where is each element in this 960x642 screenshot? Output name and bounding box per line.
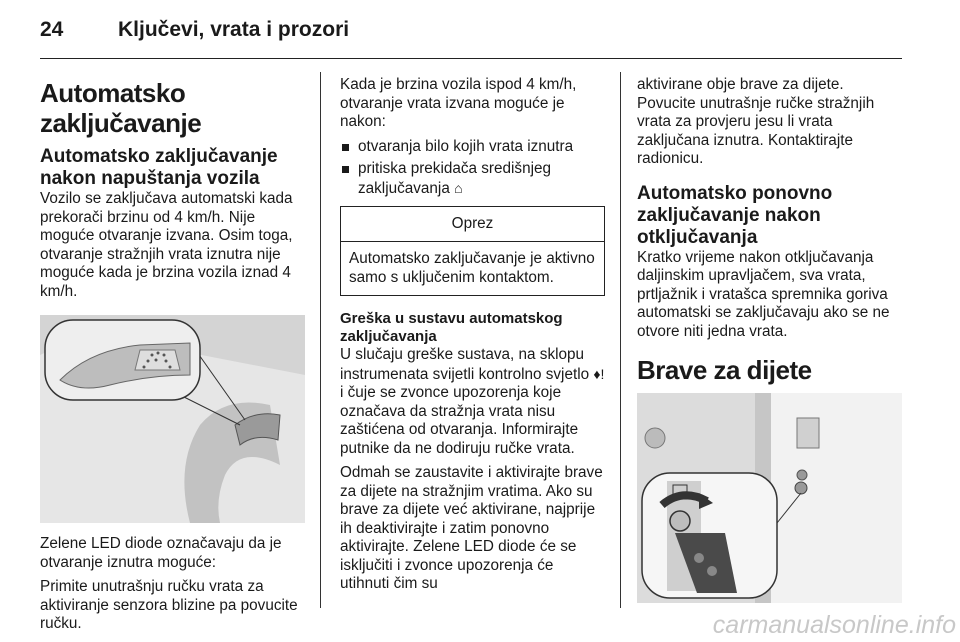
section-heading: Automatsko zaključavanje bbox=[40, 78, 202, 138]
paragraph: Primite unutrašnju ručku vrata za aktiviranje senzora blizine pa povucite ručku. bbox=[40, 578, 298, 632]
warning-lamp-icon: ♦! bbox=[593, 365, 605, 382]
paragraph-text: i čuje se zvonce upozorenja koje označava da stražnja vrata nisu zaštićena od otvaranja. Informirajte putnike da ne dodiruju ručke vrata. bbox=[340, 384, 579, 457]
column-1 bbox=[40, 72, 305, 640]
caution-text: Automatsko zaključavanje je aktivno samo s uključenim kontaktom. bbox=[349, 250, 595, 286]
paragraph: Zelene LED diode označavaju da je otvaranje iznutra moguće: bbox=[40, 535, 282, 571]
list-item bbox=[340, 160, 605, 198]
paragraph: Kada je brzina vozila ispod 4 km/h, otvaranje vrata izvana moguće je nakon: bbox=[340, 76, 577, 130]
paragraph: Odmah se zaustavite i aktivirajte brave za dijete na stražnjim vratima. Ako su brave za dijete već aktivirane, najprije ih deaktivirajte i zatim ponovno aktivirajte. Zelene LED diode će se isključiti i zvonce upozorenja će utihnuti čim su bbox=[340, 464, 603, 592]
paragraph-text: U slučaju greške sustava, na sklopu instrumenata svijetli kontrolno svjetlo bbox=[340, 346, 590, 383]
column-3 bbox=[637, 72, 902, 603]
door-handle-illustration bbox=[40, 315, 305, 523]
page-number: 24 bbox=[40, 18, 64, 41]
subsection-heading: Greška u sustavu automatskog zaključavanja bbox=[340, 310, 563, 345]
caution-box bbox=[340, 206, 605, 296]
caution-title: Oprez bbox=[341, 207, 604, 242]
paragraph bbox=[340, 346, 605, 458]
paragraph: Kratko vrijeme nakon otključavanja daljinskim upravljačem, sva vrata, prtljažnik i vratašca spremnika goriva automatski se zaključavaju ako se ne otvore niti jedna vrata. bbox=[637, 248, 890, 340]
paragraph: aktivirane obje brave za dijete. Povucite unutrašnje ručke stražnjih vrata za provjeru jesu li vrata zaključana iznutra. Kontaktirajte radionicu. bbox=[637, 76, 875, 167]
list-item-text: pritiska prekidača središnjeg zaključavanja bbox=[358, 160, 552, 197]
watermark: carmanualsonline.info bbox=[712, 611, 956, 639]
column-divider bbox=[320, 72, 321, 608]
condition-list bbox=[340, 138, 605, 199]
column-divider bbox=[620, 72, 621, 608]
lock-symbol-icon: ⌂ bbox=[454, 179, 463, 196]
child-lock-illustration bbox=[637, 393, 902, 603]
section-heading: Brave za dijete bbox=[637, 355, 812, 385]
header-rule bbox=[40, 58, 902, 59]
subsection-heading: Automatsko ponovno zaključavanje nakon otključavanja bbox=[637, 182, 833, 248]
list-item: otvaranja bilo kojih vrata iznutra bbox=[340, 138, 605, 157]
page-header bbox=[40, 18, 902, 58]
column-2 bbox=[340, 72, 605, 600]
paragraph: Vozilo se zaključava automatski kada prekorači brzinu od 4 km/h. Nije moguće otvaranje izvana. Osim toga, otvaranje stražnjih vrata iznutra nije moguće kada je brzina vozila iznad 4 km/h. bbox=[40, 190, 293, 300]
chapter-title: Ključevi, vrata i prozori bbox=[118, 18, 350, 41]
subsection-heading: Automatsko zaključavanje nakon napuštanja vozila bbox=[40, 146, 278, 189]
